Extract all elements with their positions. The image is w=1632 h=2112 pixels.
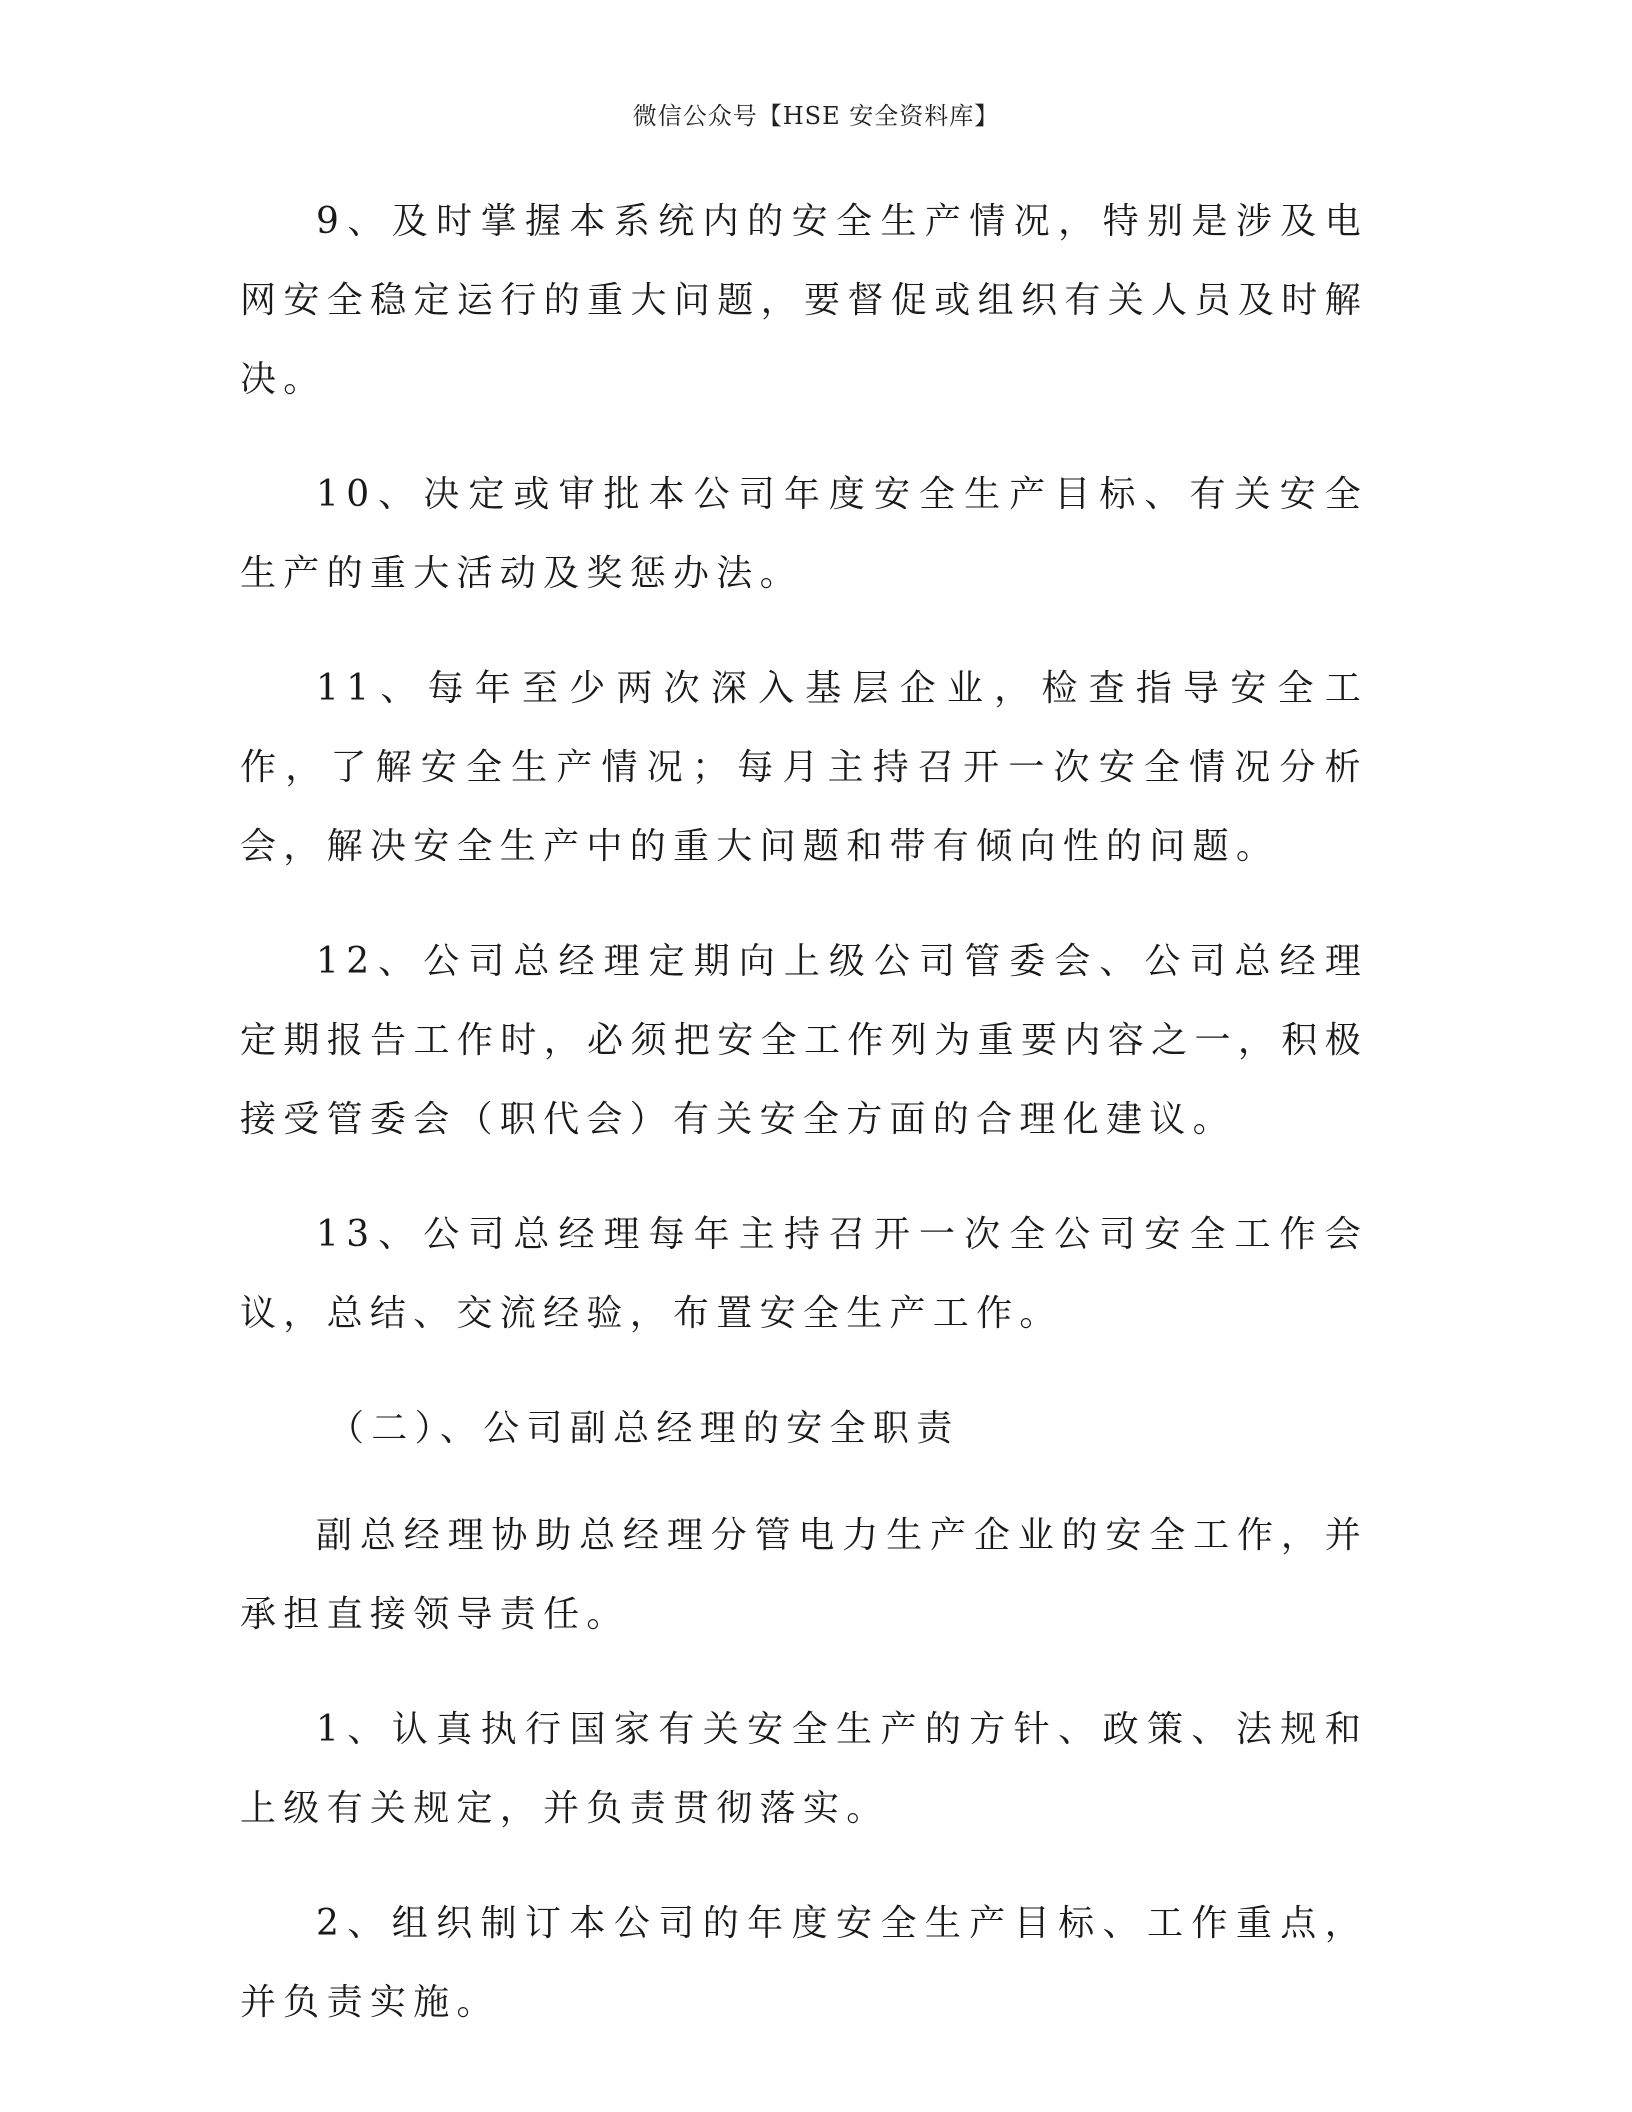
paragraph-item-11: 11、每年至少两次深入基层企业，检查指导安全工作，了解安全生产情况；每月主持召开一次安全情况分析会，解决安全生产中的重大问题和带有倾向性的问题。	[240, 668, 1368, 867]
paragraph-item-1: 1、认真执行国家有关安全生产的方针、政策、法规和上级有关规定，并负责贯彻落实。	[240, 1709, 1368, 1829]
paragraph-intro-deputy-gm: 副总经理协助总经理分管电力生产企业的安全工作，并承担直接领导责任。	[240, 1515, 1368, 1635]
paragraph-item-13: 13、公司总经理每年主持召开一次全公司安全工作会议，总结、交流经验，布置安全生产工作。	[240, 1214, 1368, 1334]
page-header: 微信公众号【HSE 安全资料库】	[632, 102, 1000, 130]
paragraph-item-9: 9、及时掌握本系统内的安全生产情况，特别是涉及电网安全稳定运行的重大问题，要督促或组织有关人员及时解决。	[240, 201, 1368, 400]
paragraph-item-12: 12、公司总经理定期向上级公司管委会、公司总经理定期报告工作时，必须把安全工作列为重要内容之一，积极接受管委会（职代会）有关安全方面的合理化建议。	[240, 941, 1368, 1140]
document-body	[240, 182, 1368, 2078]
paragraph-item-10: 10、决定或审批本公司年度安全生产目标、有关安全生产的重大活动及奖惩办法。	[240, 474, 1368, 594]
paragraph-item-2: 2、组织制订本公司的年度安全生产目标、工作重点，并负责实施。	[240, 1903, 1368, 2023]
section-heading-deputy-gm: （二）、公司副总经理的安全职责	[328, 1408, 960, 1449]
